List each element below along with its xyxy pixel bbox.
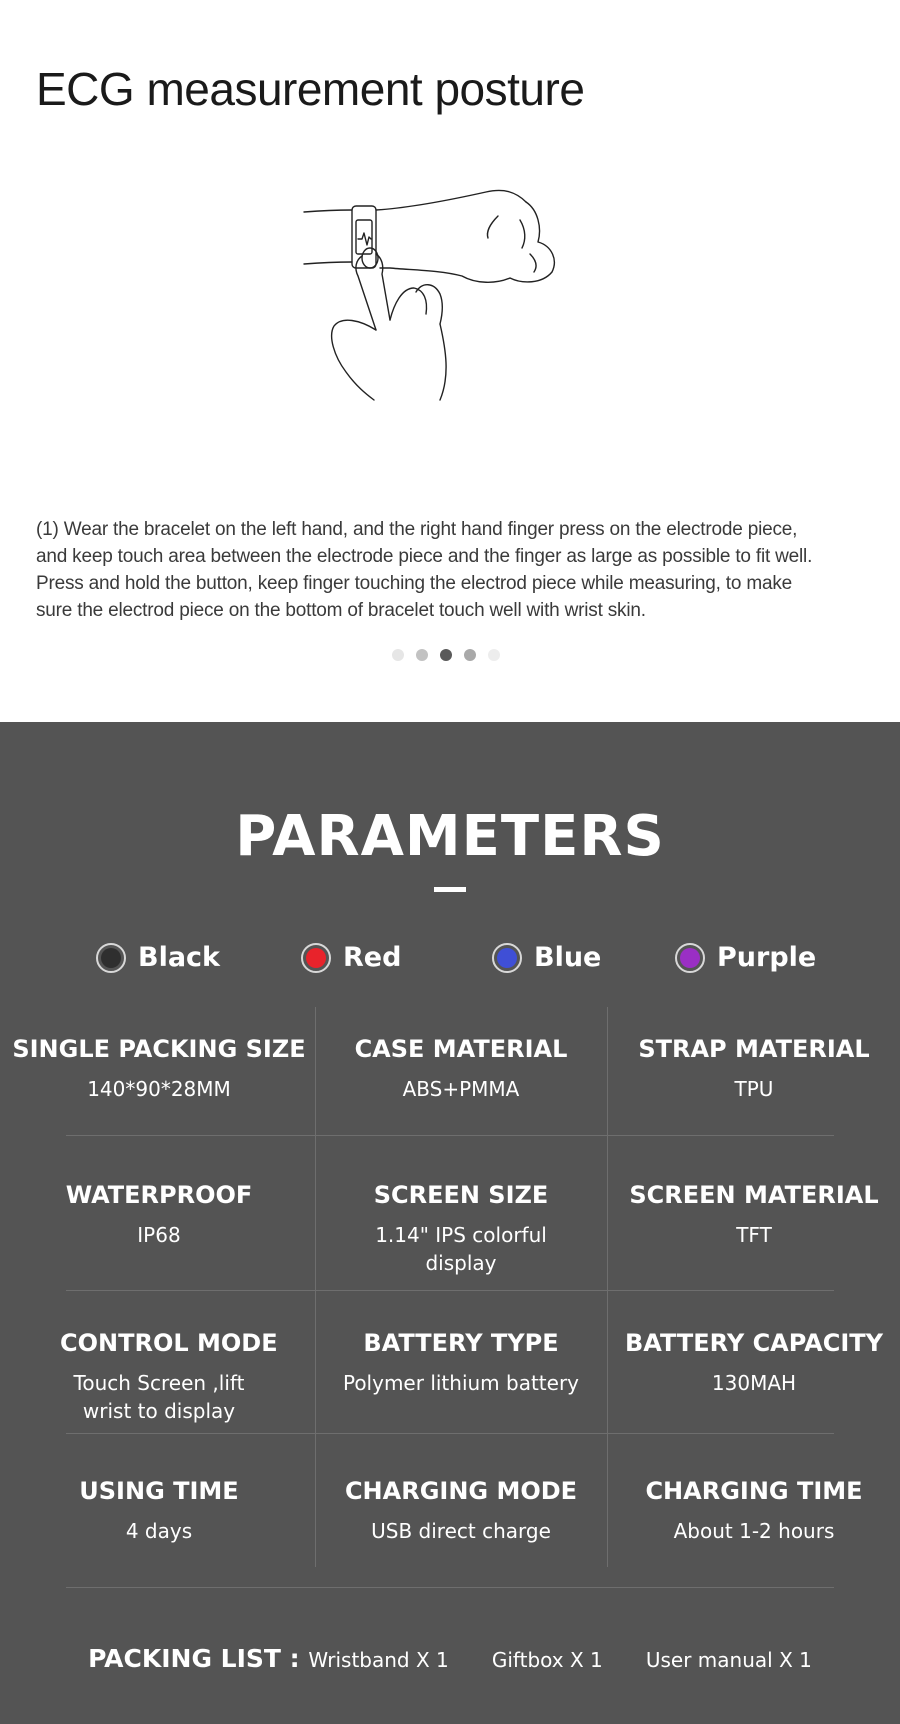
parameters-title: PARAMETERS xyxy=(235,804,665,869)
spec-waterproof xyxy=(0,1181,318,1249)
spec-label: USING TIME xyxy=(79,1477,239,1505)
spec-label: SCREEN MATERIAL xyxy=(629,1181,879,1209)
spec-value: 1.14" IPS colorful display xyxy=(375,1223,547,1275)
spec-using-time xyxy=(0,1477,318,1545)
spec-label: STRAP MATERIAL xyxy=(638,1035,870,1063)
color-swatch-icon xyxy=(96,943,126,973)
spec-label: CASE MATERIAL xyxy=(354,1035,568,1063)
color-label: Black xyxy=(138,942,221,973)
color-option-black[interactable] xyxy=(96,942,220,973)
spec-battery-type xyxy=(316,1329,606,1397)
color-label: Purple xyxy=(717,942,817,973)
instruction-line: sure the electrod piece on the bottom of bracelet touch well with wrist skin. xyxy=(36,600,646,621)
carousel-dot-3-active[interactable] xyxy=(440,649,452,661)
color-swatch-icon xyxy=(301,943,331,973)
spec-single-packing-size xyxy=(0,1035,318,1103)
ecg-section xyxy=(0,0,900,722)
swatch-fill xyxy=(680,948,700,968)
instruction-line: (1) Wear the bracelet on the left hand, and the right hand finger press on the electrode piece, xyxy=(36,519,798,540)
spec-label: BATTERY TYPE xyxy=(363,1329,559,1357)
spec-value: 130MAH xyxy=(711,1371,797,1395)
parameters-section xyxy=(0,722,900,1724)
carousel-dot-1[interactable] xyxy=(392,649,404,661)
color-label: Blue xyxy=(534,942,602,973)
swatch-fill xyxy=(101,948,121,968)
spec-screen-material xyxy=(608,1181,900,1249)
carousel-dots xyxy=(392,649,500,661)
ecg-title: ECG measurement posture xyxy=(36,63,585,115)
swatch-fill xyxy=(497,948,517,968)
spec-label: SINGLE PACKING SIZE xyxy=(12,1035,306,1063)
spec-charging-mode xyxy=(316,1477,606,1545)
packing-list xyxy=(0,1644,900,1673)
carousel-dot-4[interactable] xyxy=(464,649,476,661)
spec-label: CONTROL MODE xyxy=(60,1329,278,1357)
wrist-ecg-illustration xyxy=(290,180,610,450)
swatch-fill xyxy=(306,948,326,968)
spec-grid xyxy=(0,1007,900,1567)
color-swatch-icon xyxy=(675,943,705,973)
color-option-purple[interactable] xyxy=(675,942,816,973)
spec-label: BATTERY CAPACITY xyxy=(624,1329,884,1357)
packing-item: Wristband X 1 xyxy=(308,1648,449,1672)
spec-label: WATERPROOF xyxy=(65,1181,253,1209)
spec-value: TFT xyxy=(736,1223,772,1247)
spec-control-mode xyxy=(60,1329,278,1425)
spec-strap-material xyxy=(608,1035,900,1103)
spec-value: Touch Screen ,lift wrist to display xyxy=(73,1371,245,1423)
color-option-blue[interactable] xyxy=(492,942,601,973)
spec-label: SCREEN SIZE xyxy=(373,1181,549,1209)
spec-value: 140*90*28MM xyxy=(87,1077,231,1101)
color-option-red[interactable] xyxy=(301,942,401,973)
spec-case-material xyxy=(316,1035,606,1103)
spec-value: IP68 xyxy=(137,1223,181,1247)
packing-item: User manual X 1 xyxy=(645,1648,812,1672)
spec-value: ABS+PMMA xyxy=(402,1077,520,1101)
color-swatch-icon xyxy=(492,943,522,973)
spec-value: Polymer lithium battery xyxy=(342,1371,580,1395)
carousel-dot-2[interactable] xyxy=(416,649,428,661)
packing-list-label: PACKING LIST : xyxy=(88,1644,309,1673)
ecg-instructions xyxy=(36,516,886,624)
color-label: Red xyxy=(343,942,402,973)
grid-divider xyxy=(66,1433,834,1434)
packing-item: Giftbox X 1 xyxy=(491,1648,603,1672)
spec-value: 4 days xyxy=(125,1519,193,1543)
spec-label: CHARGING MODE xyxy=(344,1477,578,1505)
spec-screen-size xyxy=(356,1181,566,1277)
grid-divider xyxy=(66,1587,834,1588)
grid-divider xyxy=(66,1135,834,1136)
spec-charging-time xyxy=(608,1477,900,1545)
grid-divider xyxy=(66,1290,834,1291)
spec-value: About 1-2 hours xyxy=(673,1519,835,1543)
spec-battery-capacity xyxy=(608,1329,900,1397)
carousel-dot-5[interactable] xyxy=(488,649,500,661)
spec-label: CHARGING TIME xyxy=(645,1477,863,1505)
color-options xyxy=(0,942,900,982)
spec-value: TPU xyxy=(734,1077,774,1101)
instruction-line: Press and hold the button, keep finger touching the electrod piece while measuring, to make xyxy=(36,573,792,594)
instruction-line: and keep touch area between the electrode piece and the finger as large as possible to fit well. xyxy=(36,546,813,567)
title-underline xyxy=(434,887,466,892)
spec-value: USB direct charge xyxy=(371,1519,551,1543)
